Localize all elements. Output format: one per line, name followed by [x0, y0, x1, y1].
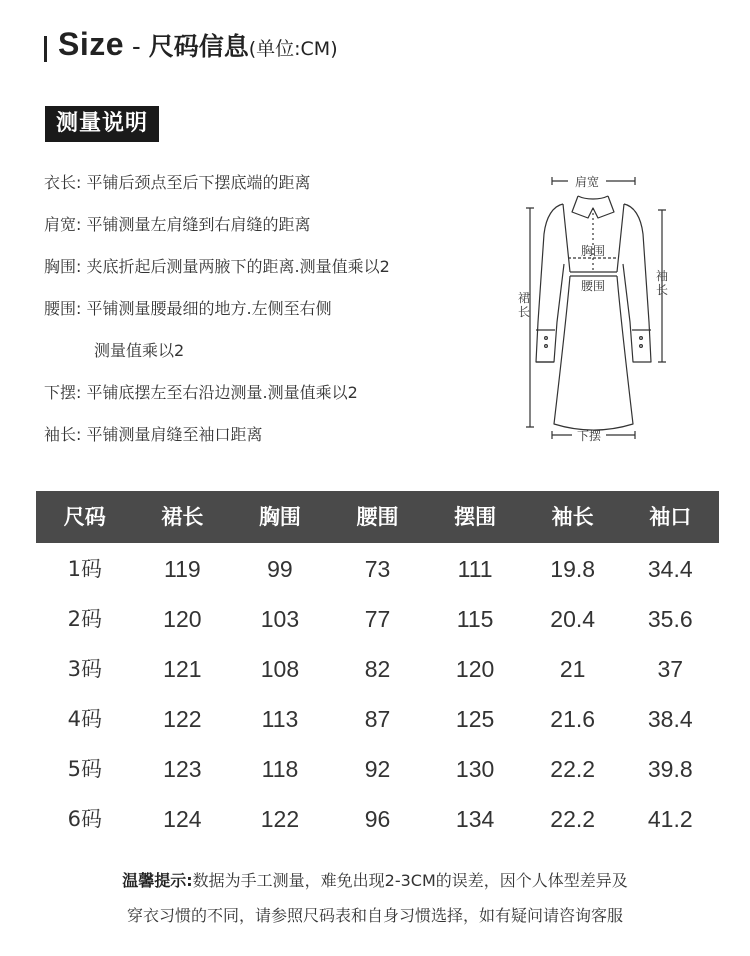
- table-row: [36, 693, 719, 743]
- table-cell: 124: [163, 806, 202, 832]
- table-cell: 21.6: [550, 706, 596, 732]
- measure-line-shoulder: 肩宽: 平铺测量左肩缝到右肩缝的距离: [44, 215, 311, 234]
- table-cell: 111: [457, 556, 493, 582]
- table-cell: 5码: [67, 757, 102, 781]
- diagram-label-sleeve-1: 袖: [655, 269, 669, 283]
- note-line-1: [0, 868, 750, 891]
- header-size: 尺码: [63, 505, 106, 529]
- diagram-label-skirt-length-2: 长: [517, 305, 531, 319]
- diagram-label-sleeve-2: 长: [655, 283, 669, 297]
- table-cell: 123: [163, 756, 202, 782]
- table-cell: 22.2: [550, 756, 596, 782]
- measure-description-list: [44, 170, 484, 464]
- header-hem: 摆围: [454, 505, 497, 529]
- table-cell: 103: [260, 606, 300, 632]
- table-cell: 125: [455, 706, 495, 732]
- dress-measurement-diagram: [508, 172, 678, 447]
- table-cell: 35.6: [647, 606, 693, 632]
- page-title: [58, 26, 338, 63]
- right-cuff-button: [640, 337, 643, 340]
- table-row: [36, 743, 719, 793]
- table-cell: 134: [455, 806, 495, 832]
- left-cuff: [536, 330, 555, 362]
- table-cell: 87: [364, 706, 391, 732]
- diagram-label-waist: 腰围: [580, 279, 606, 293]
- measure-section-label: 测量说明: [45, 106, 159, 142]
- header-cuff: 袖口: [649, 505, 692, 529]
- table-cell: 73: [364, 556, 391, 582]
- table-cell: 120: [455, 656, 495, 682]
- table-cell: 130: [455, 756, 495, 782]
- diagram-label-hem: 下摆: [576, 429, 602, 443]
- title-unit: (单位:CM): [248, 38, 338, 60]
- skirt: [554, 276, 633, 430]
- measure-line-sleeve: 袖长: 平铺测量肩缝至袖口距离: [44, 425, 263, 444]
- size-table-header: [36, 491, 719, 543]
- diagram-label-skirt-length-1: 裙: [517, 291, 531, 305]
- title-accent-bar: [44, 36, 47, 62]
- table-cell: 1码: [67, 557, 102, 581]
- header-skirt-length: 裙长: [161, 505, 204, 529]
- title-cn: 尺码信息: [148, 32, 249, 61]
- table-cell: 4码: [67, 707, 102, 731]
- measure-line-hem: 下摆: 平铺底摆左至右沿边测量.测量值乘以2: [44, 383, 358, 402]
- diagram-label-chest: 胸围: [580, 244, 606, 258]
- title-dash: -: [132, 31, 141, 61]
- diagram-label-shoulder: 肩宽: [574, 175, 600, 189]
- header-waist: 腰围: [356, 505, 399, 529]
- table-cell: 99: [267, 556, 293, 582]
- table-cell: 115: [456, 606, 494, 632]
- left-cuff-button: [545, 337, 548, 340]
- note-text-1: 数据为手工测量，难免出现2-3CM的误差，因个人体型差异及: [192, 871, 628, 890]
- table-cell: 108: [260, 656, 300, 682]
- note-line-2: 穿衣习惯的不同，请参照尺码表和自身习惯选择，如有疑问请咨询客服: [126, 906, 623, 925]
- measure-line-chest: 胸围: 夹底折起后测量两腋下的距离.测量值乘以2: [44, 257, 390, 276]
- table-cell: 82: [364, 656, 391, 682]
- table-cell: 119: [164, 556, 201, 582]
- table-cell: 19.8: [550, 556, 596, 582]
- waist-band: [570, 272, 617, 276]
- table-cell: 37: [657, 656, 684, 682]
- table-cell: 38.4: [647, 706, 693, 732]
- table-cell: 118: [261, 756, 299, 782]
- header-sleeve-length: 袖长: [551, 505, 594, 529]
- table-cell: 120: [163, 606, 202, 632]
- table-row: [36, 643, 719, 693]
- table-row: [36, 793, 719, 843]
- right-sleeve: [623, 204, 651, 362]
- table-cell: 121: [163, 656, 202, 682]
- table-cell: 22.2: [550, 806, 596, 832]
- table-cell: 96: [364, 806, 391, 832]
- neckline: [578, 196, 608, 199]
- table-cell: 3码: [67, 657, 102, 681]
- measure-line-waist-cont: 测量值乘以2: [94, 341, 185, 360]
- table-cell: 21: [559, 656, 586, 682]
- table-cell: 20.4: [550, 606, 596, 632]
- title-size: Size: [58, 26, 125, 62]
- header-chest: 胸围: [258, 505, 301, 529]
- table-cell: 122: [163, 706, 202, 732]
- right-cuff-button-2: [640, 345, 643, 348]
- table-cell: 113: [261, 706, 299, 732]
- table-cell: 41.2: [647, 806, 693, 832]
- table-cell: 122: [260, 806, 300, 832]
- left-sleeve: [536, 204, 564, 362]
- table-cell: 39.8: [647, 756, 693, 782]
- table-row: [36, 593, 719, 643]
- measure-line-length: 衣长: 平铺后颈点至后下摆底端的距离: [44, 173, 311, 192]
- table-cell: 77: [364, 606, 391, 632]
- note-prefix: 温馨提示:: [122, 871, 193, 890]
- measure-line-waist: 腰围: 平铺测量腰最细的地方.左侧至右侧: [44, 299, 332, 318]
- table-cell: 34.4: [647, 556, 693, 582]
- table-cell: 6码: [67, 807, 102, 831]
- table-cell: 2码: [67, 607, 102, 631]
- left-cuff-button-2: [545, 345, 548, 348]
- table-cell: 92: [364, 756, 391, 782]
- table-row: [36, 543, 719, 593]
- size-table: [36, 491, 719, 843]
